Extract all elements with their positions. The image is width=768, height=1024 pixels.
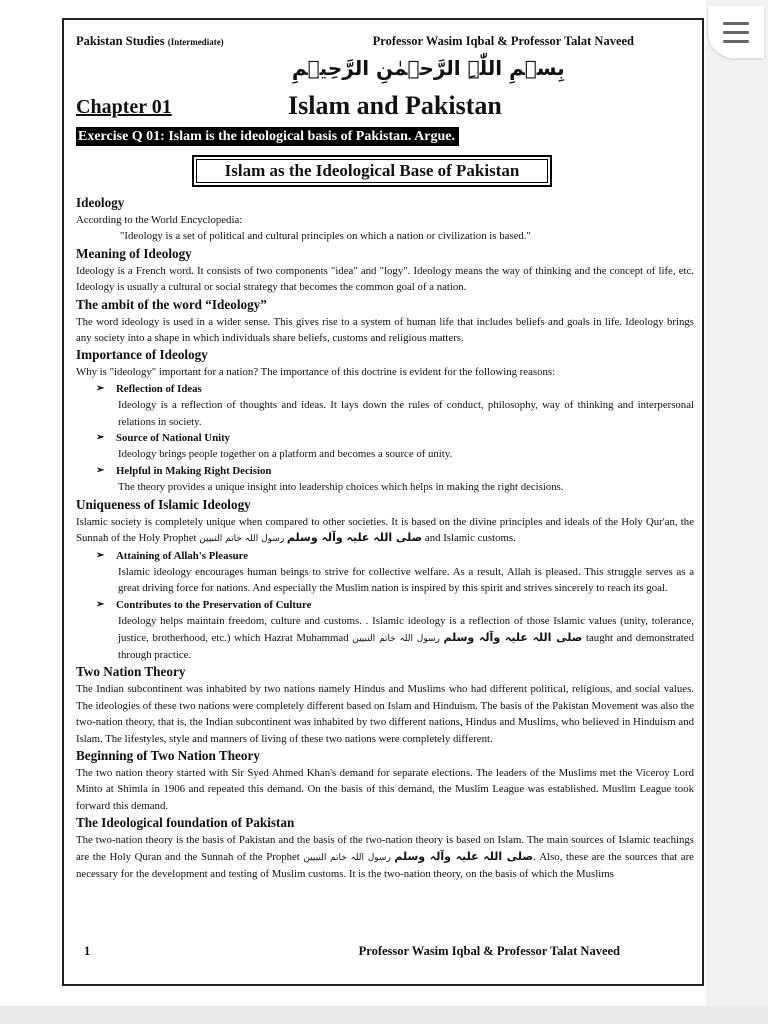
menu-icon bbox=[723, 31, 749, 34]
arrow-bullet-icon: ➢ bbox=[96, 549, 105, 561]
bullet-allah-pleasure: ➢ Attaining of Allah's Pleasure bbox=[76, 548, 694, 564]
importance-intro: Why is "ideology" important for a nation? The importance of this doctrine is evident for the following reasons: bbox=[76, 366, 556, 379]
bullet-reflection: ➢ Reflection of Ideas bbox=[76, 381, 694, 397]
chapter-title: Islam and Pakistan bbox=[288, 91, 502, 120]
heading-ambit: The ambit of the word “Ideology” bbox=[76, 296, 267, 312]
header-authors: Professor Wasim Iqbal & Professor Talat Naveed bbox=[372, 34, 634, 48]
urdu-title: رسول اللہ خاتم النبیین bbox=[199, 534, 285, 545]
foundation-text: The two-nation theory is the basis of Pakistan and the basis of the two-nation theory is based on Islam. The main sources of Islamic teachings are the Holy Quran and the Sunnah of the Prophet صلی اللہ علیہ وآلہ وسلم رسول اللہ خاتم النبیین . Also, these are the sources that are necessary for the development and testing of Muslim customs. It is the two-nation theory, on the basis of which the Muslims bbox=[76, 834, 694, 880]
arrow-bullet-icon: ➢ bbox=[96, 464, 105, 476]
bullet-decision: ➢ Helpful in Making Right Decision bbox=[76, 463, 694, 479]
chapter-label: Chapter 01 bbox=[76, 96, 172, 118]
menu-icon bbox=[723, 40, 749, 43]
unity-text: Ideology brings people together on a platform and becomes a source of unity. bbox=[118, 448, 453, 461]
bullet-unity: ➢ Source of National Unity bbox=[76, 430, 694, 446]
bismillah-calligraphy: بِسۡمِ اللّٰہِ الرَّحۡمٰنِ الرَّحِیۡمِ bbox=[292, 56, 565, 80]
boxed-title-text: Islam as the Ideological Base of Pakistan bbox=[196, 159, 548, 183]
menu-button[interactable] bbox=[708, 6, 764, 58]
heading-beginning: Beginning of Two Nation Theory bbox=[76, 747, 260, 763]
reflection-text: Ideology is a reflection of thoughts and ideas. It lays down the rules of conduct, philosophy, way of thinking and interpersonal relations in society. bbox=[118, 399, 694, 428]
document-body bbox=[76, 194, 694, 882]
ambit-text: The word ideology is used in a wider sense. This gives rise to a system of human life that includes beliefs and goals in life. Ideology brings any society into a shape in which individuals share beliefs, customs and religious matters. bbox=[76, 315, 694, 345]
heading-foundation: The Ideological foundation of Pakistan bbox=[76, 815, 295, 831]
footer-authors: Professor Wasim Iqbal & Professor Talat Naveed bbox=[358, 944, 620, 958]
arrow-bullet-icon: ➢ bbox=[96, 382, 105, 394]
heading-uniqueness: Uniqueness of Islamic Ideology bbox=[76, 496, 251, 512]
meaning-text: Ideology is a French word. It consists of two components "idea" and "logy". Ideology means the way of thinking and the concept of life, etc. Ideology is usually a cultural or social strategy that becomes the common goal of a nation. bbox=[76, 264, 694, 294]
beginning-text: The two nation theory started with Sir Syed Ahmed Khan's demand for separate elections. The leaders of the Muslims met the Viceroy Lord Minto at Shimla in 1906 and repeated this demand. On the basis of this demand, the Muslim League was established. Muslim League took forward this demand. bbox=[76, 766, 694, 812]
bottom-bar bbox=[0, 1006, 768, 1024]
salutation-calligraphy: صلی اللہ علیہ وآلہ وسلم bbox=[443, 630, 583, 644]
urdu-title: رسول اللہ خاتم النبیین bbox=[352, 633, 440, 644]
heading-ideology: Ideology bbox=[76, 195, 125, 210]
ideology-intro: According to the World Encyclopedia: bbox=[76, 214, 243, 226]
arrow-bullet-icon: ➢ bbox=[96, 432, 105, 444]
heading-meaning: Meaning of Ideology bbox=[76, 245, 192, 261]
salutation-calligraphy: صلی اللہ علیہ وآلہ وسلم bbox=[394, 849, 534, 863]
heading-importance: Importance of Ideology bbox=[76, 347, 208, 363]
bullet-culture: ➢ Contributes to the Preservation of Culture bbox=[76, 597, 694, 613]
page-number: 1 bbox=[84, 944, 91, 958]
urdu-title: رسول اللہ خاتم النبیین bbox=[303, 852, 391, 863]
arrow-bullet-icon: ➢ bbox=[96, 598, 105, 610]
two-nation-text: The Indian subcontinent was inhabited by two nations namely Hindus and Muslims who had different political, religious, and social values. The ideologies of these two nations were completely different based on Islam and Hinduism. The basis of the Pakistan Movement was also the two-nation theory, that is, the Indian subcontinent was inhabited by two different nations, Hindus and Muslims, who believed in Hinduism and Islam. The lifestyles, style and manners of living of these two nations were completely different. bbox=[76, 683, 694, 745]
heading-two-nation: Two Nation Theory bbox=[76, 664, 186, 680]
ideology-quote: "Ideology is a set of political and cultural principles on which a nation or civilization is based." bbox=[120, 230, 531, 243]
decision-text: The theory provides a unique insight into leadership choices which helps in making the right decisions. bbox=[118, 481, 564, 494]
salutation-calligraphy: صلی اللہ علیہ وآلہ وسلم bbox=[286, 531, 423, 545]
header-subject: Pakistan Studies (Intermediate) bbox=[76, 34, 224, 48]
culture-text: Ideology helps maintain freedom, culture and customs. . Islamic ideology is a reflection of those Islamic values (unity, tolerance, justice, brotherhood, etc.) which Hazrat Muhammad صلی اللہ علیہ وآلہ وسلم رسول اللہ خاتم النبیین taught and demonstrated through practice. bbox=[118, 615, 694, 661]
allah-pleasure-text: Islamic ideology encourages human beings to strive for collective welfare. As a result, Allah is pleased. This struggle serves as a great driving force for nations. And especially the Muslim nation is inspired by this spirit and strives sincerely to reach its goal. bbox=[118, 565, 694, 595]
exercise-question: Exercise Q 01: Islam is the ideological basis of Pakistan. Argue. bbox=[76, 127, 459, 146]
boxed-title bbox=[192, 155, 552, 187]
uniqueness-text: Islamic society is completely unique when compared to other societies. It is based on the divine principles and ideals of the Holy Qur'an, the Sunnah of the Holy Prophet صلی اللہ علیہ وآلہ وسلم رسول اللہ خاتم النبیین and Islamic customs. bbox=[76, 515, 694, 545]
menu-icon bbox=[723, 22, 749, 25]
